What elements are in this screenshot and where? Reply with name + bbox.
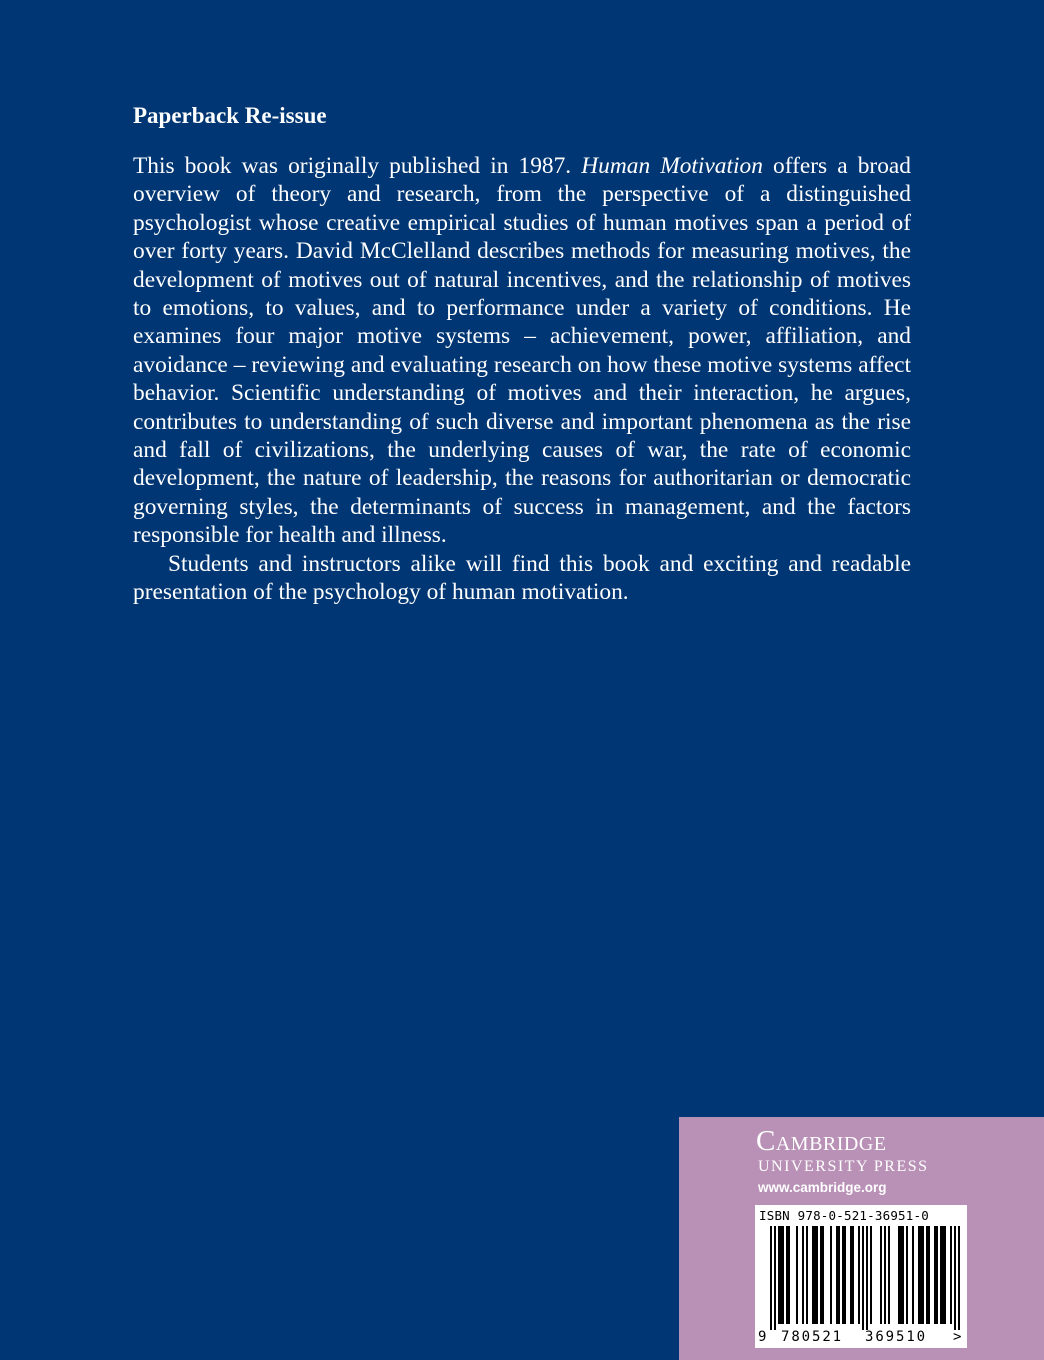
barcode-bar	[902, 1226, 904, 1324]
barcode-guard-bar	[770, 1226, 772, 1330]
barcode-bar	[950, 1226, 952, 1324]
barcode-bar	[842, 1226, 844, 1324]
barcode-bar	[918, 1226, 920, 1324]
barcode-lead-digit: 9	[758, 1329, 767, 1345]
barcode-bar	[778, 1226, 780, 1324]
publisher-logo-name: Cambridge	[756, 1125, 887, 1157]
barcode-bar	[944, 1226, 946, 1324]
barcode-bar	[922, 1226, 924, 1324]
barcode-bar	[830, 1226, 832, 1324]
barcode-left-digits: 780521	[781, 1329, 843, 1345]
barcode-bar	[900, 1226, 902, 1324]
barcode-bar	[940, 1226, 942, 1324]
barcode-bar	[906, 1226, 908, 1324]
barcode-bar	[780, 1226, 782, 1324]
description-paragraph	[133, 152, 911, 550]
barcode-bar	[812, 1226, 814, 1324]
barcode-guard-bar	[862, 1226, 864, 1330]
barcode-guard-bar	[774, 1226, 776, 1330]
barcode-bar	[782, 1226, 784, 1324]
description-intro: This book was originally published in 1987.	[133, 153, 582, 179]
barcode-bar	[820, 1226, 822, 1324]
book-title: Human Motivation	[581, 153, 763, 179]
barcode-bar	[788, 1226, 790, 1324]
barcode-bar	[926, 1226, 928, 1324]
barcode-bar	[934, 1226, 936, 1324]
barcode-bar	[912, 1226, 914, 1324]
barcode-right-digits: 369510	[865, 1329, 927, 1345]
barcode-quiet-zone-arrow: >	[953, 1329, 962, 1345]
barcode-bar	[838, 1226, 840, 1324]
audience-paragraph: Students and instructors alike will find this book and exciting and readable presentation of the psychology of human motivation.	[133, 550, 911, 606]
barcode-bar	[888, 1226, 890, 1324]
barcode-bar	[802, 1226, 804, 1324]
barcode-bar	[852, 1226, 854, 1324]
barcode-bar	[836, 1226, 838, 1324]
barcode-bar	[942, 1226, 944, 1324]
barcode-guard-bar	[958, 1226, 960, 1330]
barcode-bar	[850, 1226, 852, 1324]
barcode-bar	[796, 1226, 798, 1324]
barcode-guard-bar	[866, 1226, 868, 1330]
barcode-guard-bar	[954, 1226, 956, 1330]
barcode-bar	[822, 1226, 824, 1324]
barcode-bar	[884, 1226, 886, 1324]
publisher-panel	[679, 1117, 1044, 1360]
publisher-website: www.cambridge.org	[758, 1180, 887, 1195]
isbn-label: ISBN 978-0-521-36951-0	[759, 1208, 929, 1223]
reissue-heading: Paperback Re-issue	[133, 103, 327, 128]
barcode-bar	[858, 1226, 860, 1324]
description-body: offers a broad overview of theory and research, from the perspective of a distinguished psychologist whose creative empirical studies of human motives span a period of over forty years. David McClelland describes methods for measuring motives, the development of motives out of natural incentives, and the relationship of motives to emotions, to values, and to performance under a variety of conditions. He examines four major motive systems – achievement, power, affiliation, and avoidance – reviewing and evaluating research on how these motive systems affect behavior. Scientific understanding of motives and their interaction, he argues, contributes to understanding of such diverse and important phenomena as the rise and fall of civilizations, the underlying causes of war, the rate of economic development, the nature of leadership, the reasons for authoritarian or democratic governing styles, the determinants of success in management, and the factors responsible for health and illness.	[133, 153, 911, 549]
barcode-bar	[786, 1226, 788, 1324]
publisher-logo-subtitle: UNIVERSITY PRESS	[758, 1158, 929, 1175]
barcode-bar	[898, 1226, 900, 1324]
barcode-bar	[816, 1226, 818, 1324]
isbn-barcode	[755, 1205, 967, 1348]
barcode-bar	[870, 1226, 872, 1324]
barcode-bar	[928, 1226, 930, 1324]
barcode-bar	[806, 1226, 808, 1324]
barcode-bar	[936, 1226, 938, 1324]
barcode-bars	[755, 1226, 967, 1330]
barcode-digits	[755, 1329, 967, 1347]
barcode-bar	[920, 1226, 922, 1324]
barcode-bar	[844, 1226, 846, 1324]
back-cover-blurb	[133, 100, 911, 607]
barcode-bar	[814, 1226, 816, 1324]
barcode-bar	[880, 1226, 882, 1324]
